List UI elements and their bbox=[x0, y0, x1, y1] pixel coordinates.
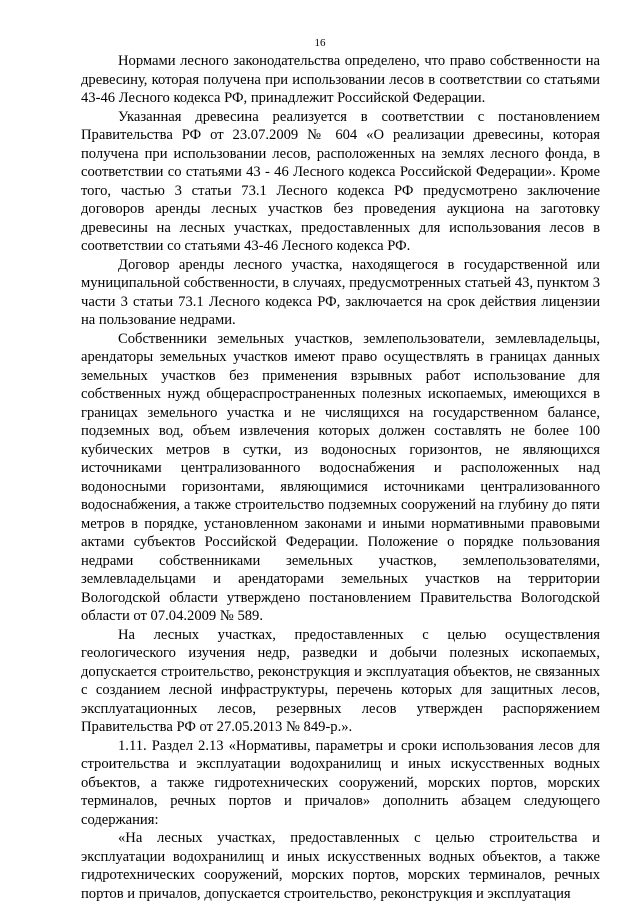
paragraph-lease-term: Договор аренды лесного участка, находящегося в государственной или муниципальной собственности, в случаях, предусмотренных статьей 43, пунктом 3 части 3 статьи 73.1 Лесного кодекса РФ, заключается на срок действия лицензии на пользование недрами. bbox=[81, 256, 600, 328]
paragraph-section-amendment: 1.11. Раздел 2.13 «Нормативы, параметры и сроки использования лесов для строительства и эксплуатации водохранилищ и иных искусственных водных объектов, а также гидротехнических сооружений, морских портов, морских терминалов, речных портов и причалов» дополнить абзацем следующего содержания: bbox=[81, 737, 600, 828]
paragraph-reservoir-sites: «На лесных участках, предоставленных с целью строительства и эксплуатации водохранилищ и иных искусственных водных объектов, а также гидротехнических сооружений, морских портов, морских терминалов, речных портов и причалов, допускается строительство, реконструкция и эксплуатация bbox=[81, 830, 600, 902]
paragraph-wood-ownership: Нормами лесного законодательства определено, что право собственности на древесину, которая получена при использовании лесов в соответствии со статьями 43-46 Лесного кодекса РФ, принадлежит Российской Федерации. bbox=[81, 53, 600, 106]
page-number: 16 bbox=[314, 37, 326, 49]
document-body bbox=[81, 52, 600, 903]
paragraph-mining-sites: На лесных участках, предоставленных с целью осуществления геологического изучения недр, разведки и добычи полезных ископаемых, допускается строительство, реконструкция и эксплуатация объектов, не связанных с созданием лесной инфраструктуры, перечень которых для защитных лесов, эксплуатационных лесов, резервных лесов утвержден распоряжением Правительства РФ от 27.05.2013 № 849-р.». bbox=[81, 626, 600, 735]
paragraph-wood-sale: Указанная древесина реализуется в соответствии с постановлением Правительства РФ от 23.07.2009 № 604 «О реализации древесины, которая получена при использовании лесов, расположенных на землях лесного фонда, в соответствии со статьями 43 - 46 Лесного кодекса Российской Федерации». Кроме того, частью 3 статьи 73.1 Лесного кодекса РФ предусмотрено заключение договоров аренды лесных участков без проведения аукциона на заготовку древесины на лесных участках, предоставленных для использования лесов в соответствии со статьями 43-46 Лесного кодекса РФ. bbox=[81, 108, 600, 254]
paragraph-landowner-rights: Собственники земельных участков, землепользователи, землевладельцы, арендаторы земельных участков имеют право осуществлять в границах данных земельных участков без применения взрывных работ использование для собственных нужд общераспространенных полезных ископаемых, имеющихся в границах земельного участка и не числящихся на государственном балансе, подземных вод, объем извлечения которых должен составлять не более 100 кубических метров в сутки, из водоносных горизонтов, не являющихся источниками централизованного водоснабжения и расположенных над водоносными горизонтами, являющимися источниками централизованного водоснабжения, а также строительство подземных сооружений на глубину до пяти метров в порядке, установленном законами и иными нормативными правовыми актами субъектов Российской Федерации. Положение о порядке пользования недрами собственниками земельных участков, землепользователями, землевладельцами и арендаторами земельных участков на территории Вологодской области утверждено постановлением Правительства Вологодской области от 07.04.2009 № 589. bbox=[81, 330, 600, 624]
